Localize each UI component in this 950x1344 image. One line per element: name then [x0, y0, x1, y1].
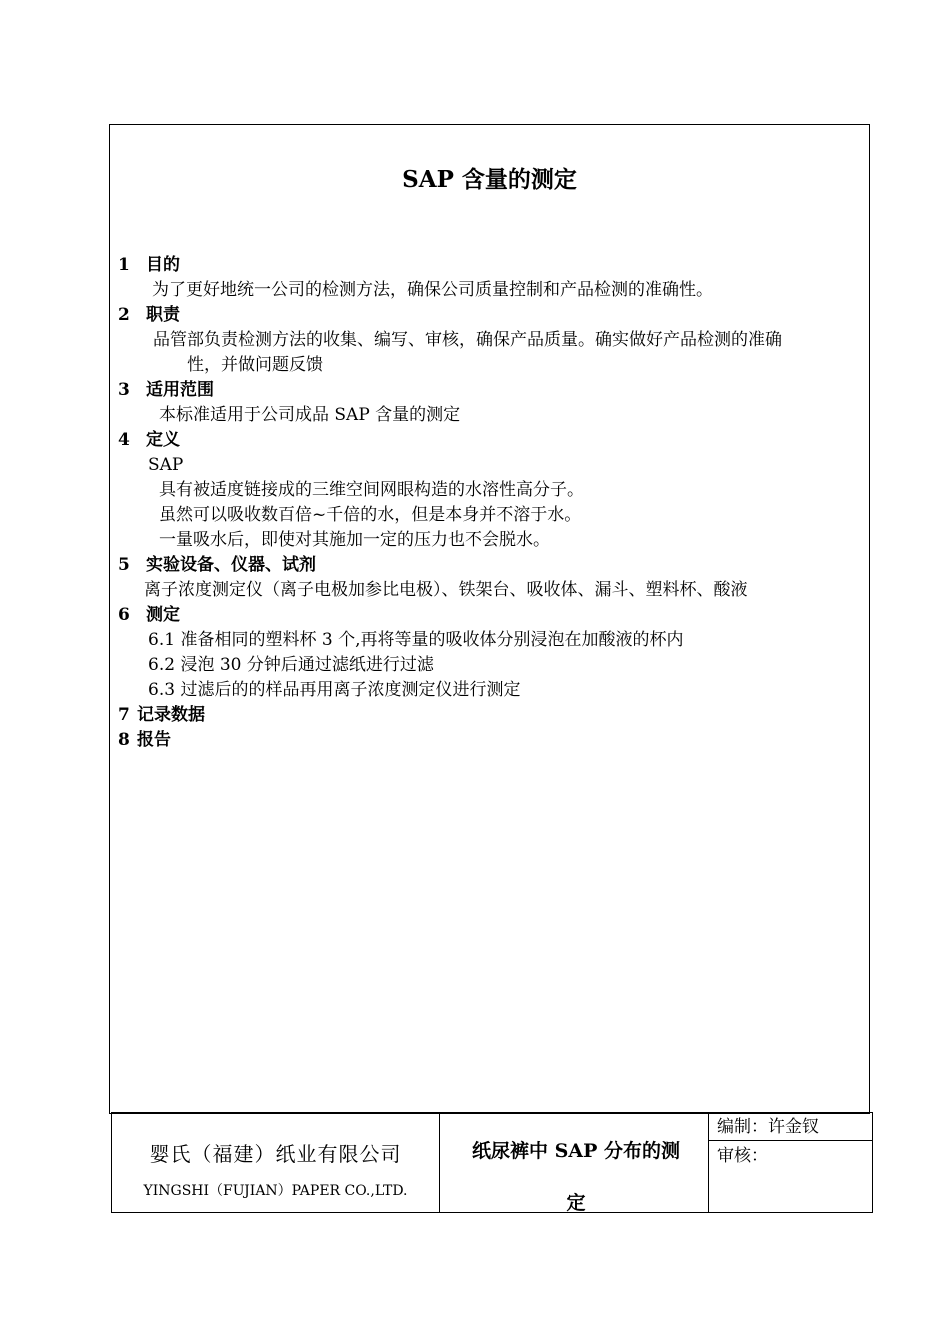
document-content — [118, 253, 863, 753]
section-heading-4 — [118, 428, 863, 453]
section-number: 1 — [118, 255, 130, 275]
section-heading-6 — [118, 603, 863, 628]
footer-signoff-cell — [709, 1113, 872, 1212]
section-number: 7 — [118, 705, 130, 725]
section-heading-2 — [118, 303, 863, 328]
section-text: 具有被适度链接成的三维空间网眼构造的水溶性高分子。 — [159, 480, 584, 500]
footer-docname-cell — [440, 1113, 709, 1212]
section-text: 本标准适用于公司成品 SAP 含量的测定 — [159, 405, 461, 425]
section-number: 2 — [118, 305, 130, 325]
document-name-line: 定 — [566, 1192, 586, 1214]
section-number: 6 — [118, 605, 130, 625]
section-text: 6.3 过滤后的的样品再用离子浓度测定仪进行测定 — [148, 680, 521, 700]
section-text: 6.1 准备相同的塑料杯 3 个,再将等量的吸收体分别浸泡在加酸液的杯内 — [148, 630, 684, 650]
section-text: 一量吸水后，即使对其施加一定的压力也不会脱水。 — [159, 530, 550, 550]
section-title: 定义 — [146, 430, 180, 450]
section-heading-1 — [118, 253, 863, 278]
document-name-line: 纸尿裤中 SAP 分布的测 — [472, 1140, 680, 1162]
section-text: 离子浓度测定仪（离子电极加参比电极）、铁架台、吸收体、漏斗、塑料杯、酸液 — [144, 580, 748, 600]
company-name-en: YINGSHI（FUJIAN）PAPER CO.,LTD. — [143, 1183, 408, 1199]
section-text: SAP — [148, 455, 184, 475]
company-name-cn: 婴氏（福建）纸业有限公司 — [149, 1142, 402, 1166]
footer-company-cell — [112, 1113, 440, 1212]
section-title: 目的 — [146, 255, 180, 275]
section-title: 实验设备、仪器、试剂 — [146, 555, 316, 575]
section-heading-7 — [118, 703, 863, 728]
section-title: 职责 — [146, 305, 180, 325]
section-text: 6.2 浸泡 30 分钟后通过滤纸进行过滤 — [148, 655, 434, 675]
document-title: SAP 含量的测定 — [402, 166, 577, 193]
document-footer-table — [111, 1112, 873, 1213]
section-number: 8 — [118, 730, 130, 750]
section-number: 5 — [118, 555, 130, 575]
section-text: 品管部负责检测方法的收集、编写、审核，确保产品质量。确实做好产品检测的准确 — [153, 330, 782, 350]
section-title: 适用范围 — [146, 380, 214, 400]
section-heading-3 — [118, 378, 863, 403]
document-body-box — [109, 124, 870, 1114]
section-text: 虽然可以吸收数百倍~千倍的水，但是本身并不溶于水。 — [159, 505, 582, 525]
section-heading-8 — [118, 728, 863, 753]
section-title: 测定 — [146, 605, 180, 625]
section-heading-5 — [118, 553, 863, 578]
section-text: 性，并做问题反馈 — [187, 355, 323, 375]
section-title: 记录数据 — [137, 705, 205, 725]
prepared-by: 编制：许金钗 — [709, 1113, 872, 1141]
section-title: 报告 — [137, 730, 171, 750]
section-number: 4 — [118, 430, 130, 450]
section-text: 为了更好地统一公司的检测方法，确保公司质量控制和产品检测的准确性。 — [152, 280, 713, 300]
footer-document-name — [454, 1125, 698, 1229]
section-number: 3 — [118, 380, 130, 400]
reviewed-by: 审核： — [717, 1146, 768, 1166]
